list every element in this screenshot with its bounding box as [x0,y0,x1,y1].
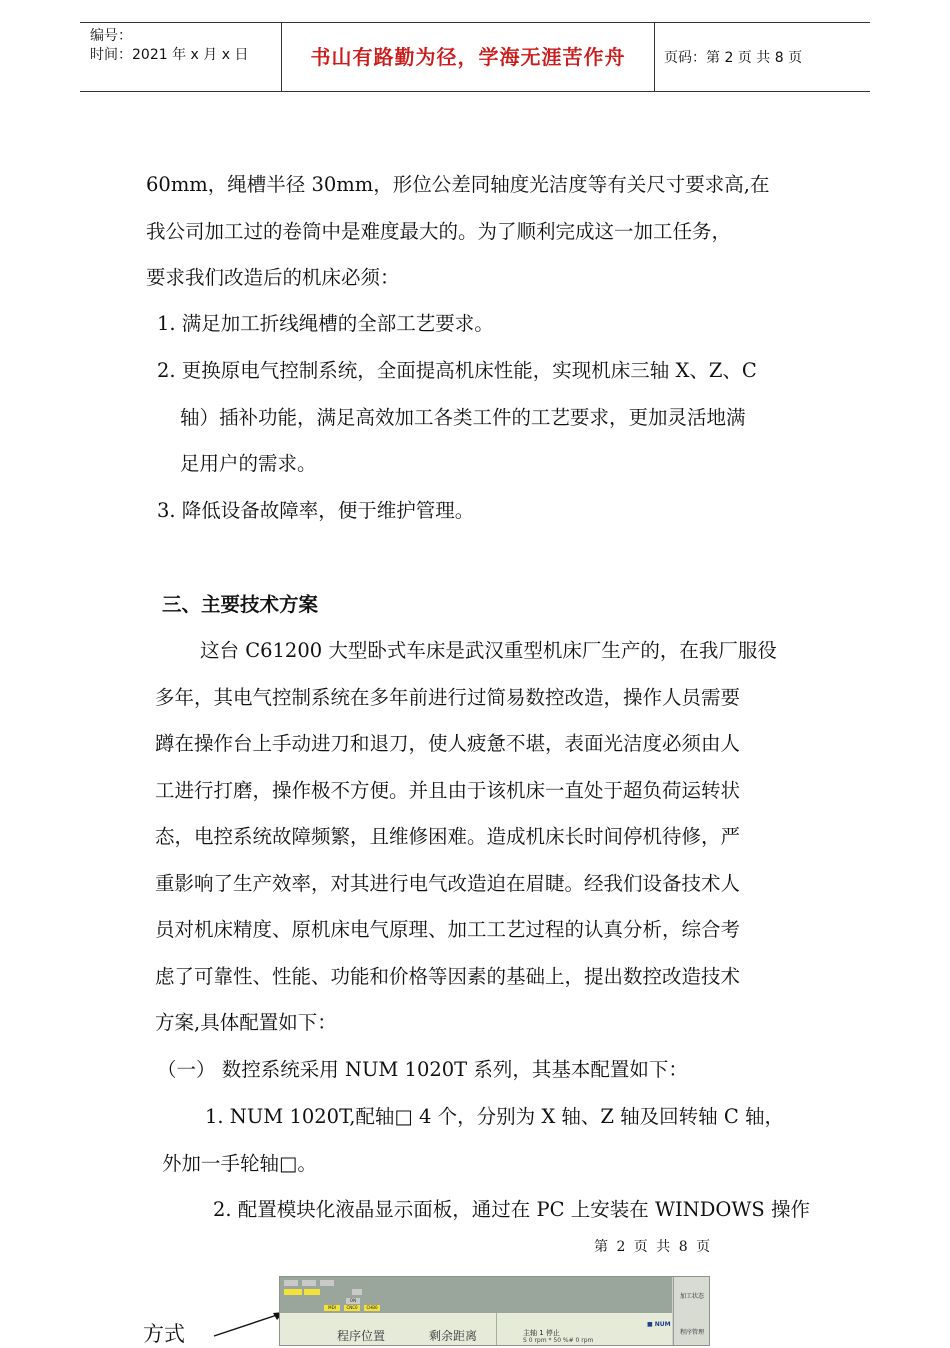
list-item: 1. 满足加工折线绳槽的全部工艺要求。 [157,312,494,335]
status-chip: ON [346,1298,360,1304]
remaining-distance-header: 剩余距离 [429,1329,478,1343]
status-chip [284,1289,302,1295]
status-chip [284,1280,298,1286]
panel-divider [496,1313,497,1345]
header-number-label: 编号： [90,28,132,44]
body-line: 多年，其电气控制系统在多年前进行过简易数控改造，操作人员需要 [155,686,741,709]
body-line: 轴）插补功能，满足高效加工各类工件的工艺要求，更加灵活地满 [180,406,746,429]
body-line: 我公司加工过的卷筒中是难度最大的。为了顺利完成这一加工任务， [146,220,732,243]
status-chip: CNC0 [344,1305,360,1311]
section-heading: 三、主要技术方案 [162,593,319,616]
body-line: 60mm，绳槽半径 30mm，形位公差同轴度光洁度等有关尺寸要求高,在 [146,173,770,196]
num-logo: ■ NUM [647,1321,671,1328]
status-chip: MDI [324,1305,340,1311]
status-chip [320,1280,334,1286]
program-manage-button[interactable]: 程序管理 [679,1329,704,1336]
page-footer: 第 2 页 共 8 页 [594,1239,713,1255]
header-divider [654,23,655,91]
header-motto: 书山有路勤为径，学海无涯苦作舟 [310,45,626,69]
program-position-header: 程序位置 [337,1329,386,1343]
list-item: 2. 配置模块化液晶显示面板，通过在 PC 上安装在 WINDOWS 操作 [213,1198,810,1221]
status-chip: CHB0 [364,1305,380,1311]
subsection-line: （一） 数控系统采用 NUM 1020T 系列，其基本配置如下： [157,1058,688,1081]
body-line: 蹲在操作台上手动进刀和退刀，使人疲惫不堪，表面光洁度必须由人 [155,732,741,755]
spindle-status: 主轴 1 停止 [523,1329,560,1337]
status-chip [304,1289,320,1295]
header-page-info: 页码：第 2 页 共 8 页 [664,50,803,66]
body-line: 足用户的需求。 [180,452,317,475]
cnc-screen-screenshot [279,1276,710,1346]
body-line: 重影响了生产效率，对其进行电气改造迫在眉睫。经我们设备技术人 [155,872,741,895]
body-line: 态，电控系统故障频繁，且维修困难。造成机床长时间停机待修，严 [155,825,741,848]
figure-callout-label: 方式 [143,1322,185,1346]
body-line: 这台 C61200 大型卧式车床是武汉重型机床厂生产的，在我厂服役 [200,639,777,662]
status-chip [352,1289,362,1295]
cnc-side-menu [673,1277,710,1345]
spindle-detail: S 0 rpm * 50 %# 0 rpm [523,1337,594,1344]
body-line: 要求我们改造后的机床必须： [146,266,400,289]
body-line: 虑了可靠性、性能、功能和价格等因素的基础上，提出数控改造技术 [155,965,741,988]
list-item: 2. 更换原电气控制系统，全面提高机床性能，实现机床三轴 X、Z、C [157,359,757,382]
body-line: 方案,具体配置如下： [155,1011,337,1034]
cnc-status-bar [280,1277,672,1313]
header-time-label: 时间：2021 年 x 月 x 日 [90,47,249,63]
body-line: 员对机床精度、原机床电气原理、加工工艺过程的认真分析，综合考 [155,918,741,941]
body-line: 工进行打磨，操作极不方便。并且由于该机床一直处于超负荷运转状 [155,779,741,802]
body-line: 外加一手轮轴□。 [162,1152,317,1175]
page-header [80,22,870,92]
status-chip [302,1280,316,1286]
machining-status-button[interactable]: 加工状态 [679,1293,704,1300]
list-item: 1. NUM 1020T,配轴□ 4 个，分别为 X 轴、Z 轴及回转轴 C 轴， [205,1105,785,1128]
list-item: 3. 降低设备故障率，便于维护管理。 [157,499,475,522]
callout-arrow-icon [210,1306,290,1342]
header-meta [90,27,248,65]
